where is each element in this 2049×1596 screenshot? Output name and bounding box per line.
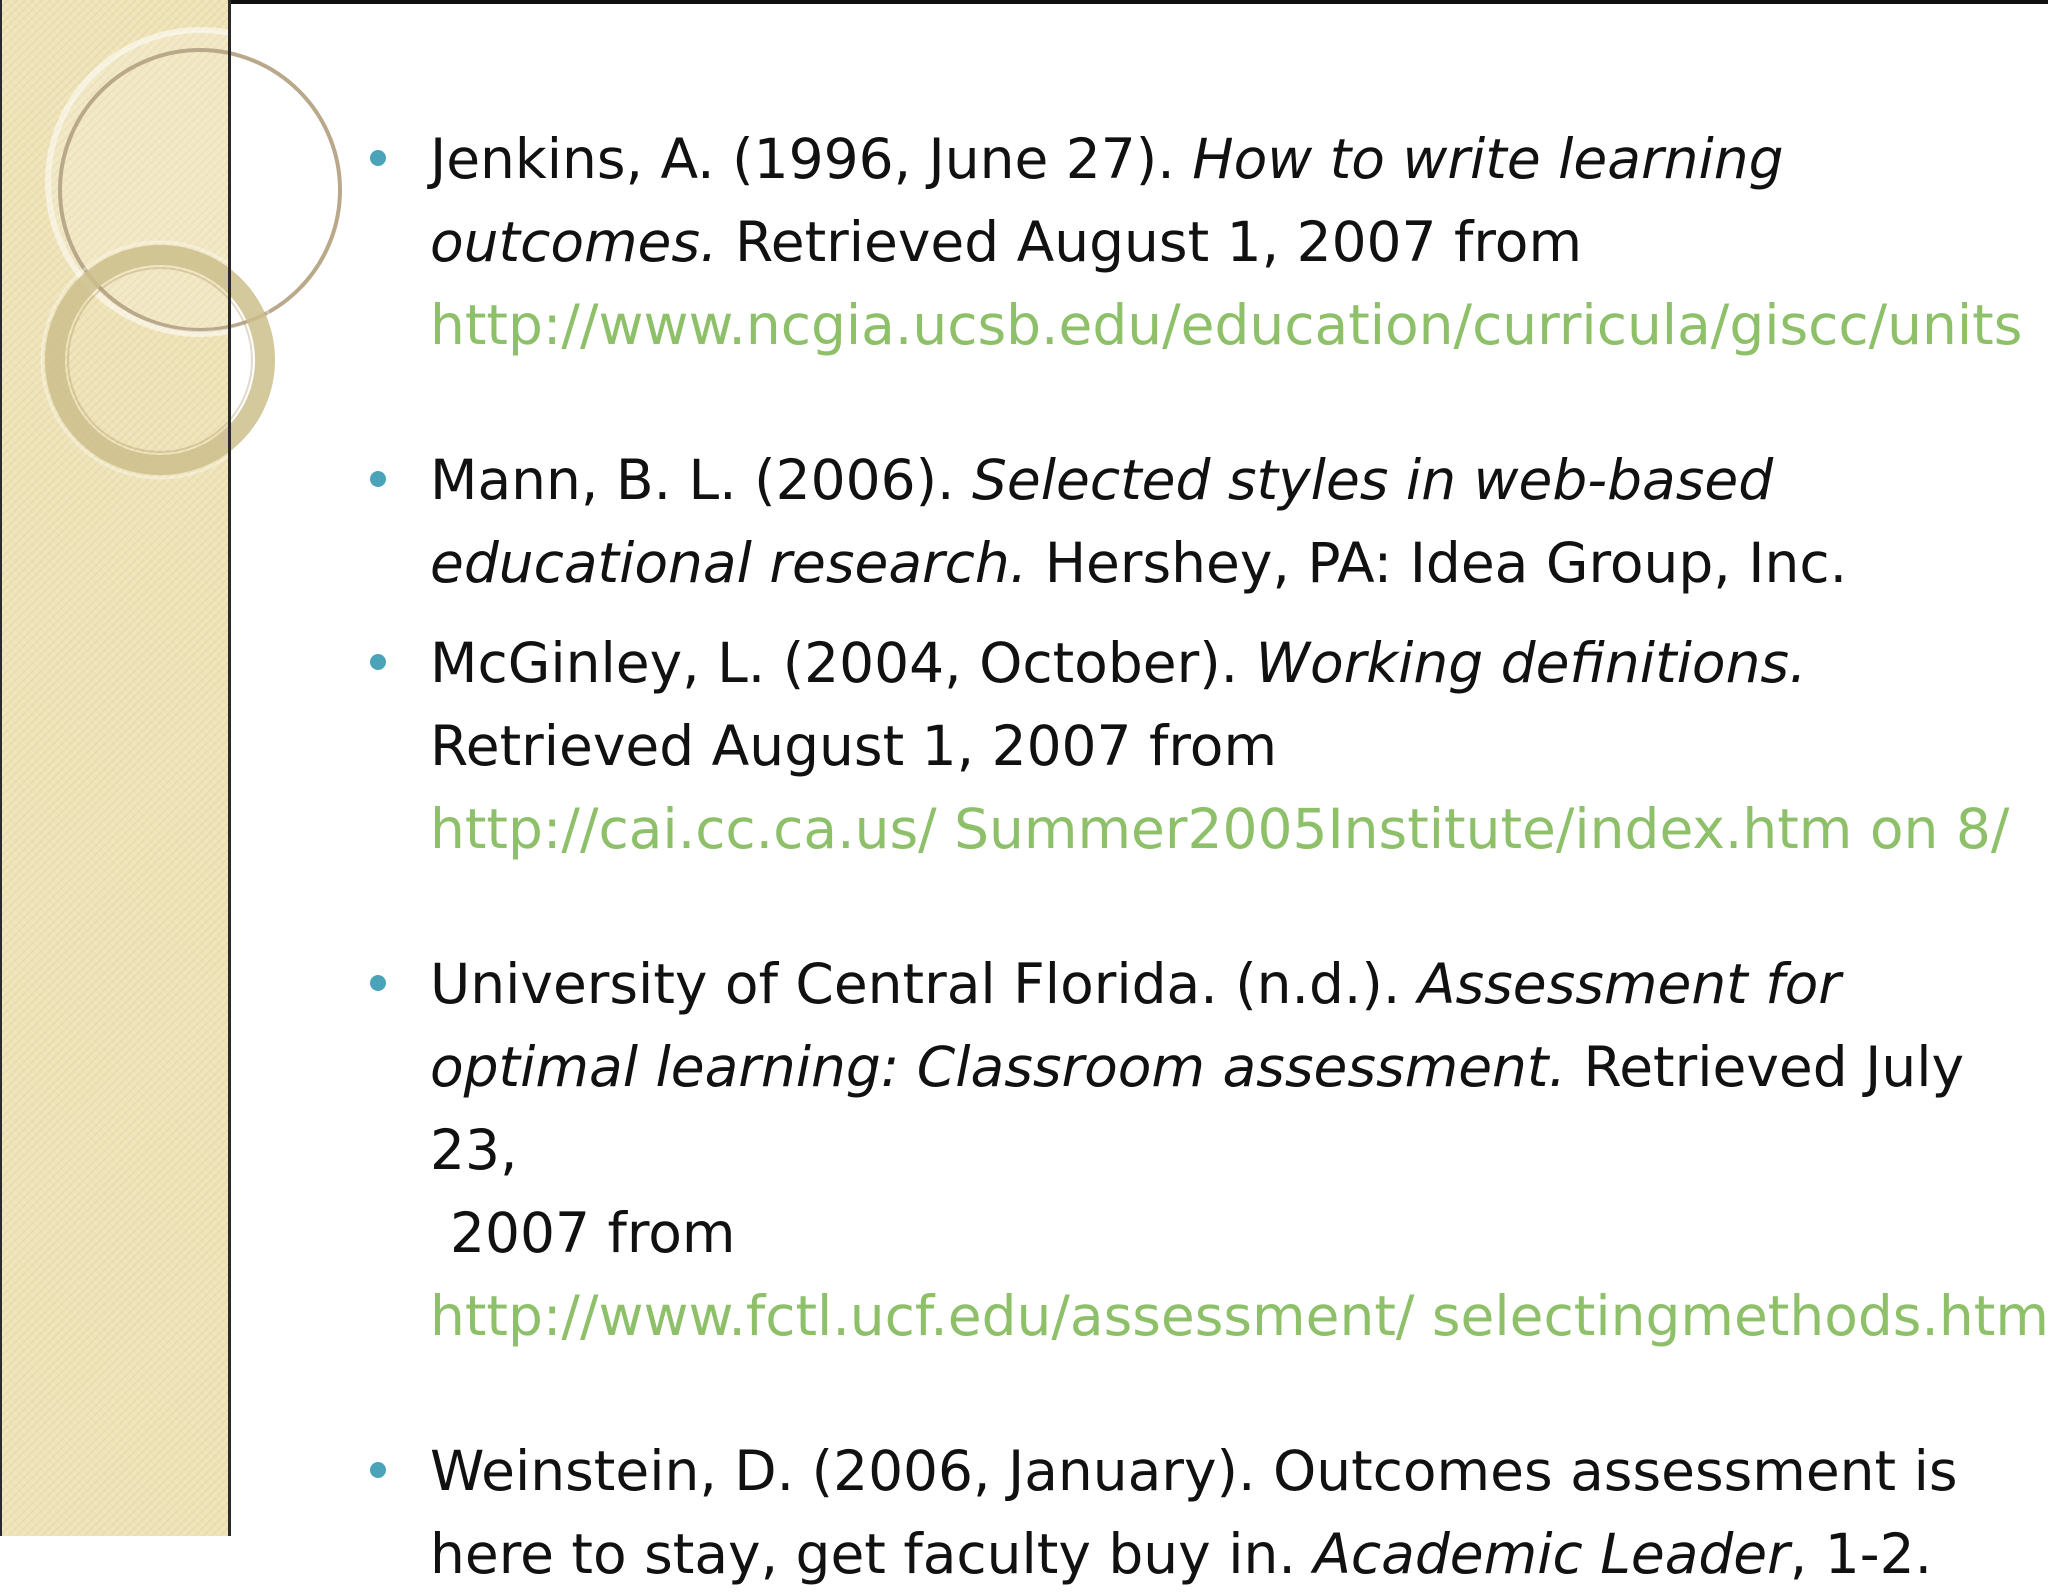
reference-retrieval: 2007 from bbox=[450, 1201, 736, 1265]
reference-journal: Academic Leader bbox=[1313, 1522, 1790, 1586]
bullet-icon bbox=[370, 975, 386, 991]
reference-item bbox=[360, 1430, 2020, 1596]
reference-title: here to stay, get faculty buy in. bbox=[430, 1522, 1314, 1586]
reference-retrieval: Retrieved August 1, 2007 from bbox=[430, 714, 1278, 778]
reference-item bbox=[360, 622, 2020, 871]
reference-line bbox=[430, 439, 2020, 522]
reference-retrieval: Retrieved July 23, bbox=[430, 1035, 1965, 1182]
reference-author: Mann, B. L. (2006). bbox=[430, 448, 972, 512]
reference-item bbox=[360, 943, 2049, 1358]
reference-item bbox=[360, 118, 2023, 367]
reference-title: educational research. bbox=[430, 531, 1028, 595]
spacer bbox=[360, 1358, 2020, 1430]
decorative-sidebar bbox=[0, 0, 230, 1536]
reference-title: Selected styles in web-based bbox=[972, 448, 1774, 512]
reference-author: University of Central Florida. (n.d.). bbox=[430, 952, 1418, 1016]
reference-line bbox=[430, 1026, 2020, 1192]
reference-link[interactable]: http://www.fctl.ucf.edu/assessment/ selectingmethods.htm bbox=[430, 1284, 2049, 1348]
reference-title: optimal learning: Classroom assessment. bbox=[430, 1035, 1566, 1099]
reference-title: outcomes. bbox=[430, 210, 718, 274]
reference-line bbox=[430, 943, 2020, 1026]
spacer bbox=[360, 871, 2020, 943]
spacer bbox=[360, 367, 2020, 439]
reference-line bbox=[430, 201, 2020, 284]
reference-title: How to write learning bbox=[1192, 127, 1784, 191]
reference-author: McGinley, L. (2004, October). bbox=[430, 631, 1256, 695]
reference-line bbox=[430, 522, 2020, 605]
reference-retrieval: Retrieved August 1, 2007 from bbox=[717, 210, 1583, 274]
ring-decoration bbox=[0, 0, 230, 1536]
bullet-icon bbox=[370, 654, 386, 670]
bullet-icon bbox=[370, 1462, 386, 1478]
sidebar-divider bbox=[228, 0, 231, 1536]
spacer bbox=[360, 605, 2020, 622]
bullet-icon bbox=[370, 150, 386, 166]
reference-line bbox=[430, 622, 2020, 705]
bullet-icon bbox=[370, 471, 386, 487]
reference-line bbox=[430, 118, 2020, 201]
reference-author: Jenkins, A. (1996, June 27). bbox=[430, 127, 1193, 191]
reference-link[interactable]: http://cai.cc.ca.us/ Summer2005Institute/index.htm on 8/ bbox=[430, 797, 2010, 861]
reference-author: Weinstein, D. (2006, January). Outcomes assessment is bbox=[430, 1439, 1958, 1503]
reference-list bbox=[360, 118, 2049, 1586]
sidebar-left-border bbox=[0, 0, 2, 1536]
reference-publisher: Hershey, PA: Idea Group, Inc. bbox=[1027, 531, 1848, 595]
reference-title: Working definitions. bbox=[1255, 631, 1807, 695]
reference-link[interactable]: http://www.ncgia.ucsb.edu/education/curricula/giscc/units bbox=[430, 293, 2023, 357]
reference-title: Assessment for bbox=[1417, 952, 1841, 1016]
reference-item bbox=[360, 439, 2020, 605]
reference-pages: , 1-2. bbox=[1789, 1522, 1933, 1586]
top-border bbox=[0, 0, 2048, 4]
reference-line bbox=[430, 1513, 2020, 1596]
